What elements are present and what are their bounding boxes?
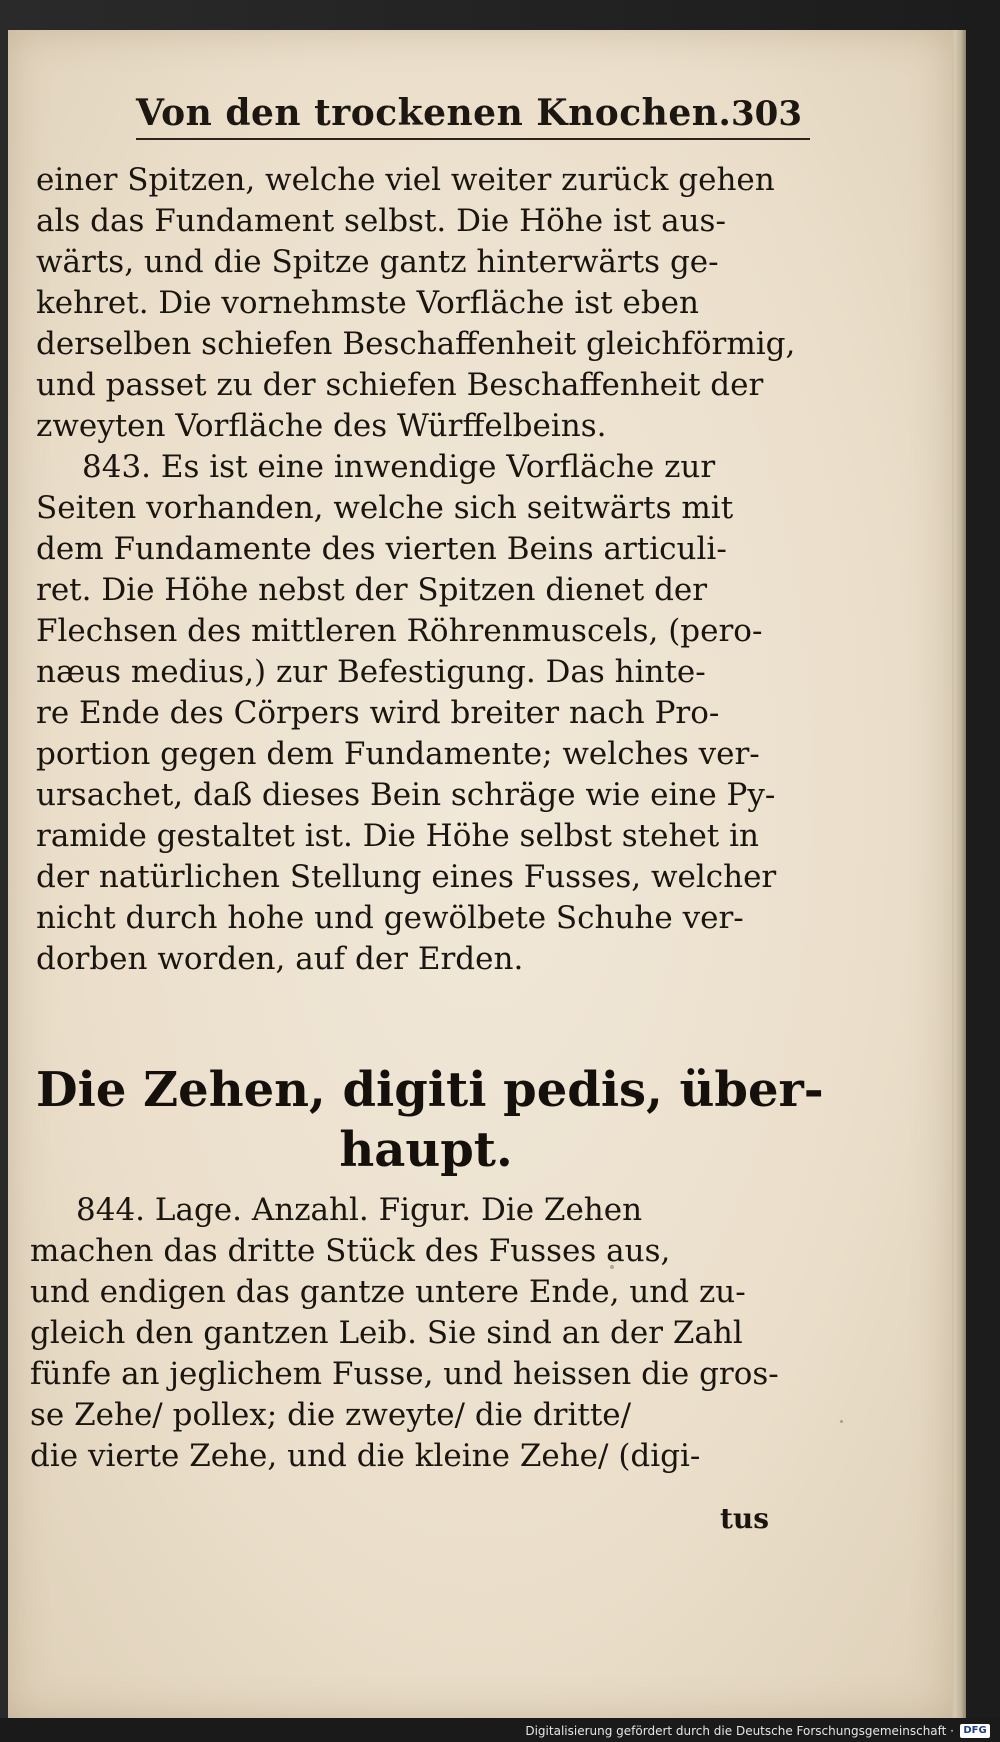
- page-edge: [954, 30, 966, 1718]
- text-line: næus medius,) zur Befestigung. Das hinte-: [36, 654, 706, 690]
- text-line: als das Fundament selbst. Die Höhe ist aus-: [36, 203, 726, 239]
- header-rule: [136, 138, 810, 140]
- text-line: und passet zu der schiefen Beschaffenheit der: [36, 367, 764, 403]
- text-line: derselben schiefen Beschaffenheit gleichförmig,: [36, 326, 796, 362]
- section-heading-line: haupt.: [339, 1122, 513, 1178]
- footer-bar: [0, 1718, 1000, 1742]
- paragraph-844: [30, 1190, 800, 1477]
- ink-speck: [840, 1420, 843, 1423]
- text-line: nicht durch hohe und gewölbete Schuhe ver-: [36, 900, 744, 936]
- text-line: wärts, und die Spitze gantz hinterwärts ge-: [36, 244, 719, 280]
- text-line: und endigen das gantze untere Ende, und zu-: [30, 1274, 746, 1310]
- text-line: Seiten vorhanden, welche sich seitwärts mit: [36, 490, 734, 526]
- text-line: se Zehe/ pollex; die zweyte/ die dritte/: [30, 1397, 632, 1433]
- text-line: ret. Die Höhe nebst der Spitzen dienet der: [36, 572, 708, 608]
- text-line: ursachet, daß dieses Bein schräge wie eine Py-: [36, 777, 776, 813]
- text-line: ramide gestaltet ist. Die Höhe selbst stehet in: [36, 818, 759, 854]
- text-line: dem Fundamente des vierten Beins articuli-: [36, 531, 727, 567]
- section-heading: [36, 1060, 824, 1180]
- text-line: 844. Lage. Anzahl. Figur. Die Zehen: [76, 1192, 643, 1228]
- text-line: zweyten Vorfläche des Würffelbeins.: [36, 408, 607, 444]
- page-number: 303: [731, 94, 802, 134]
- digitization-credit: Digitalisierung gefördert durch die Deutsche Forschungsgemeinschaft ·: [525, 1724, 954, 1738]
- text-line: gleich den gantzen Leib. Sie sind an der Zahl: [30, 1315, 743, 1351]
- ink-speck: [610, 1265, 614, 1269]
- text-line: machen das dritte Stück des Fusses aus,: [30, 1233, 671, 1269]
- text-line: fünfe an jeglichem Fusse, und heissen die gros-: [30, 1356, 779, 1392]
- text-line: 843. Es ist eine inwendige Vorfläche zur: [82, 449, 716, 485]
- section-heading-line: Die Zehen, digiti pedis, über-: [36, 1062, 824, 1118]
- running-title: Von den trockenen Knochen.: [136, 92, 732, 134]
- text-line: portion gegen dem Fundamente; welches ver-: [36, 736, 760, 772]
- dfg-logo-icon: DFG: [960, 1724, 990, 1738]
- paragraph-843: [36, 447, 806, 980]
- text-line: kehret. Die vornehmste Vorfläche ist eben: [36, 285, 699, 321]
- text-line: re Ende des Cörpers wird breiter nach Pro-: [36, 695, 720, 731]
- text-line: dorben worden, auf der Erden.: [36, 941, 524, 977]
- catchword: tus: [720, 1502, 770, 1535]
- text-line: die vierte Zehe, und die kleine Zehe/ (digi-: [30, 1438, 701, 1474]
- text-line: einer Spitzen, welche viel weiter zurück gehen: [36, 162, 775, 198]
- text-block-lower: [30, 1190, 800, 1477]
- paragraph-continuation: [36, 160, 806, 447]
- text-line: Flechsen des mittleren Röhrenmuscels, (pero-: [36, 613, 763, 649]
- text-line: der natürlichen Stellung eines Fusses, welcher: [36, 859, 777, 895]
- text-block-upper: [36, 160, 806, 980]
- running-head: [120, 82, 810, 142]
